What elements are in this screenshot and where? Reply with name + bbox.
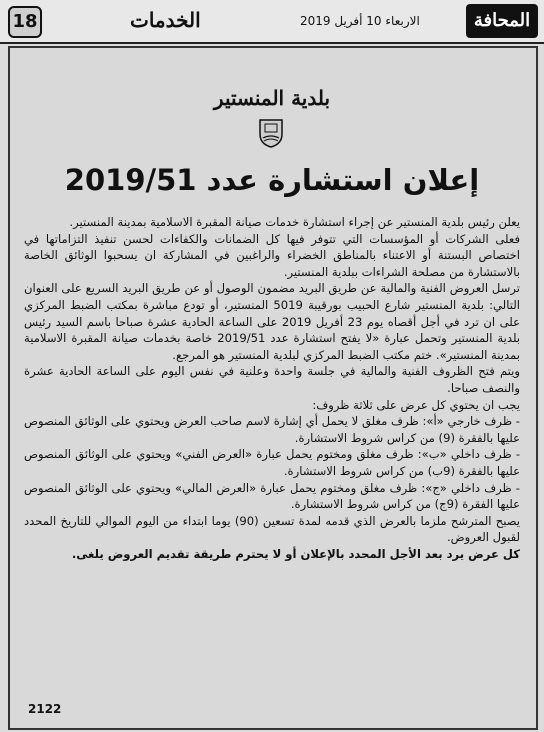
envelope-b: - ظرف داخلي «ب»: ظرف مغلق ومختوم يحمل عبارة «العرض الفني» ويحتوي على الوثائق المنصوص عليها بالفقرة (9ب) من كراس شروط الاستشارة. xyxy=(24,447,520,478)
envelope-c: - ظرف داخلي «ج»: ظرف مغلق ومختوم يحمل عبارة «العرض المالي» ويحتوي على الوثائق المنصوص عليها الفقرة (9ج) من كراس شروط الاستشارة. xyxy=(24,480,520,512)
newspaper-header xyxy=(0,0,544,44)
ad-title: إعلان استشارة عدد 2019/51 xyxy=(64,163,480,197)
newspaper-logo: المحافة xyxy=(466,4,538,38)
envelope-a: - ظرف خارجي «أ»: ظرف مغلق لا يحمل أي إشارة لاسم صاحب العرض ويحتوي على الوثائق المنصوص عليها بالفقرة (9) من كراس شروط الاستشارة. xyxy=(24,414,520,445)
ad-reference-number: 2122 xyxy=(28,702,62,716)
paragraph-validity: يصبح المترشح ملزما بالعرض الذي قدمه لمدة تسعين (90) يوما ابتداء من اليوم الموالي للتاريخ المحدد لقبول العروض. xyxy=(24,513,520,545)
paragraph-intro: يعلن رئيس بلدية المنستير عن إجراء استشارة خدمات صيانة المقبرة الاسلامية بمدينة المنستير. xyxy=(69,215,520,229)
ad-body xyxy=(24,214,520,698)
municipality-name: بلدية المنستير xyxy=(213,86,331,110)
paragraph-opening: ويتم فتح الظروف الفنية والمالية في جلسة واحدة وعلنية في نفس اليوم على الساعة الحادية عشرة والنصف صباحا. xyxy=(24,364,520,395)
page-number: 18 xyxy=(8,6,42,38)
paragraph-submission: ترسل العروض الفنية والمالية عن طريق البريد مضمون الوصول أو عن طريق البريد السريع على العنوان التالي: بلدية المنستير شارع الحبيب بورقيبة 5019 المنستير، أو تودع مباشرة بمكتب الضبط المركزي على ان ترد في أجل أقصاه يوم 23 أفريل 2019 على الساعة الحادية عشرة صباحا باسم السيد رئيس بلدية المنستير وتحمل عبارة «لا يفتح استشارة عدد 2019/51 خاصة بخدمات صيانة المقبرة الاسلامية بمدينة المنستير». ختم مكتب الضبط المركزي لبلدية المنستير هو المرجع. xyxy=(24,281,521,362)
municipality-emblem-icon xyxy=(258,118,284,148)
paragraph-rejection: كل عرض يرد بعد الأجل المحدد بالإعلان أو لا يحترم طريقة تقديم العروض يلغى. xyxy=(71,546,520,561)
paragraph-envelopes: يجب ان يحتوي كل عرض على ثلاثة ظروف: xyxy=(312,397,520,412)
section-title: الخدمات xyxy=(130,8,201,32)
issue-date: الاربعاء 10 أفريل 2019 xyxy=(300,14,420,28)
paragraph-eligibility: فعلى الشركات أو المؤسسات التي تتوفر فيها كل الضمانات والكفاءات لحسن تنفيذ التزاماتها في اختصاص البستنة أو الاعتناء بالمناطق الخضراء والراغبين في المشاركة ان يسحبوا الوثائق الخاصة بالاستشارة من مصلحة الشراءات ببلدية المنستير. xyxy=(24,231,520,279)
